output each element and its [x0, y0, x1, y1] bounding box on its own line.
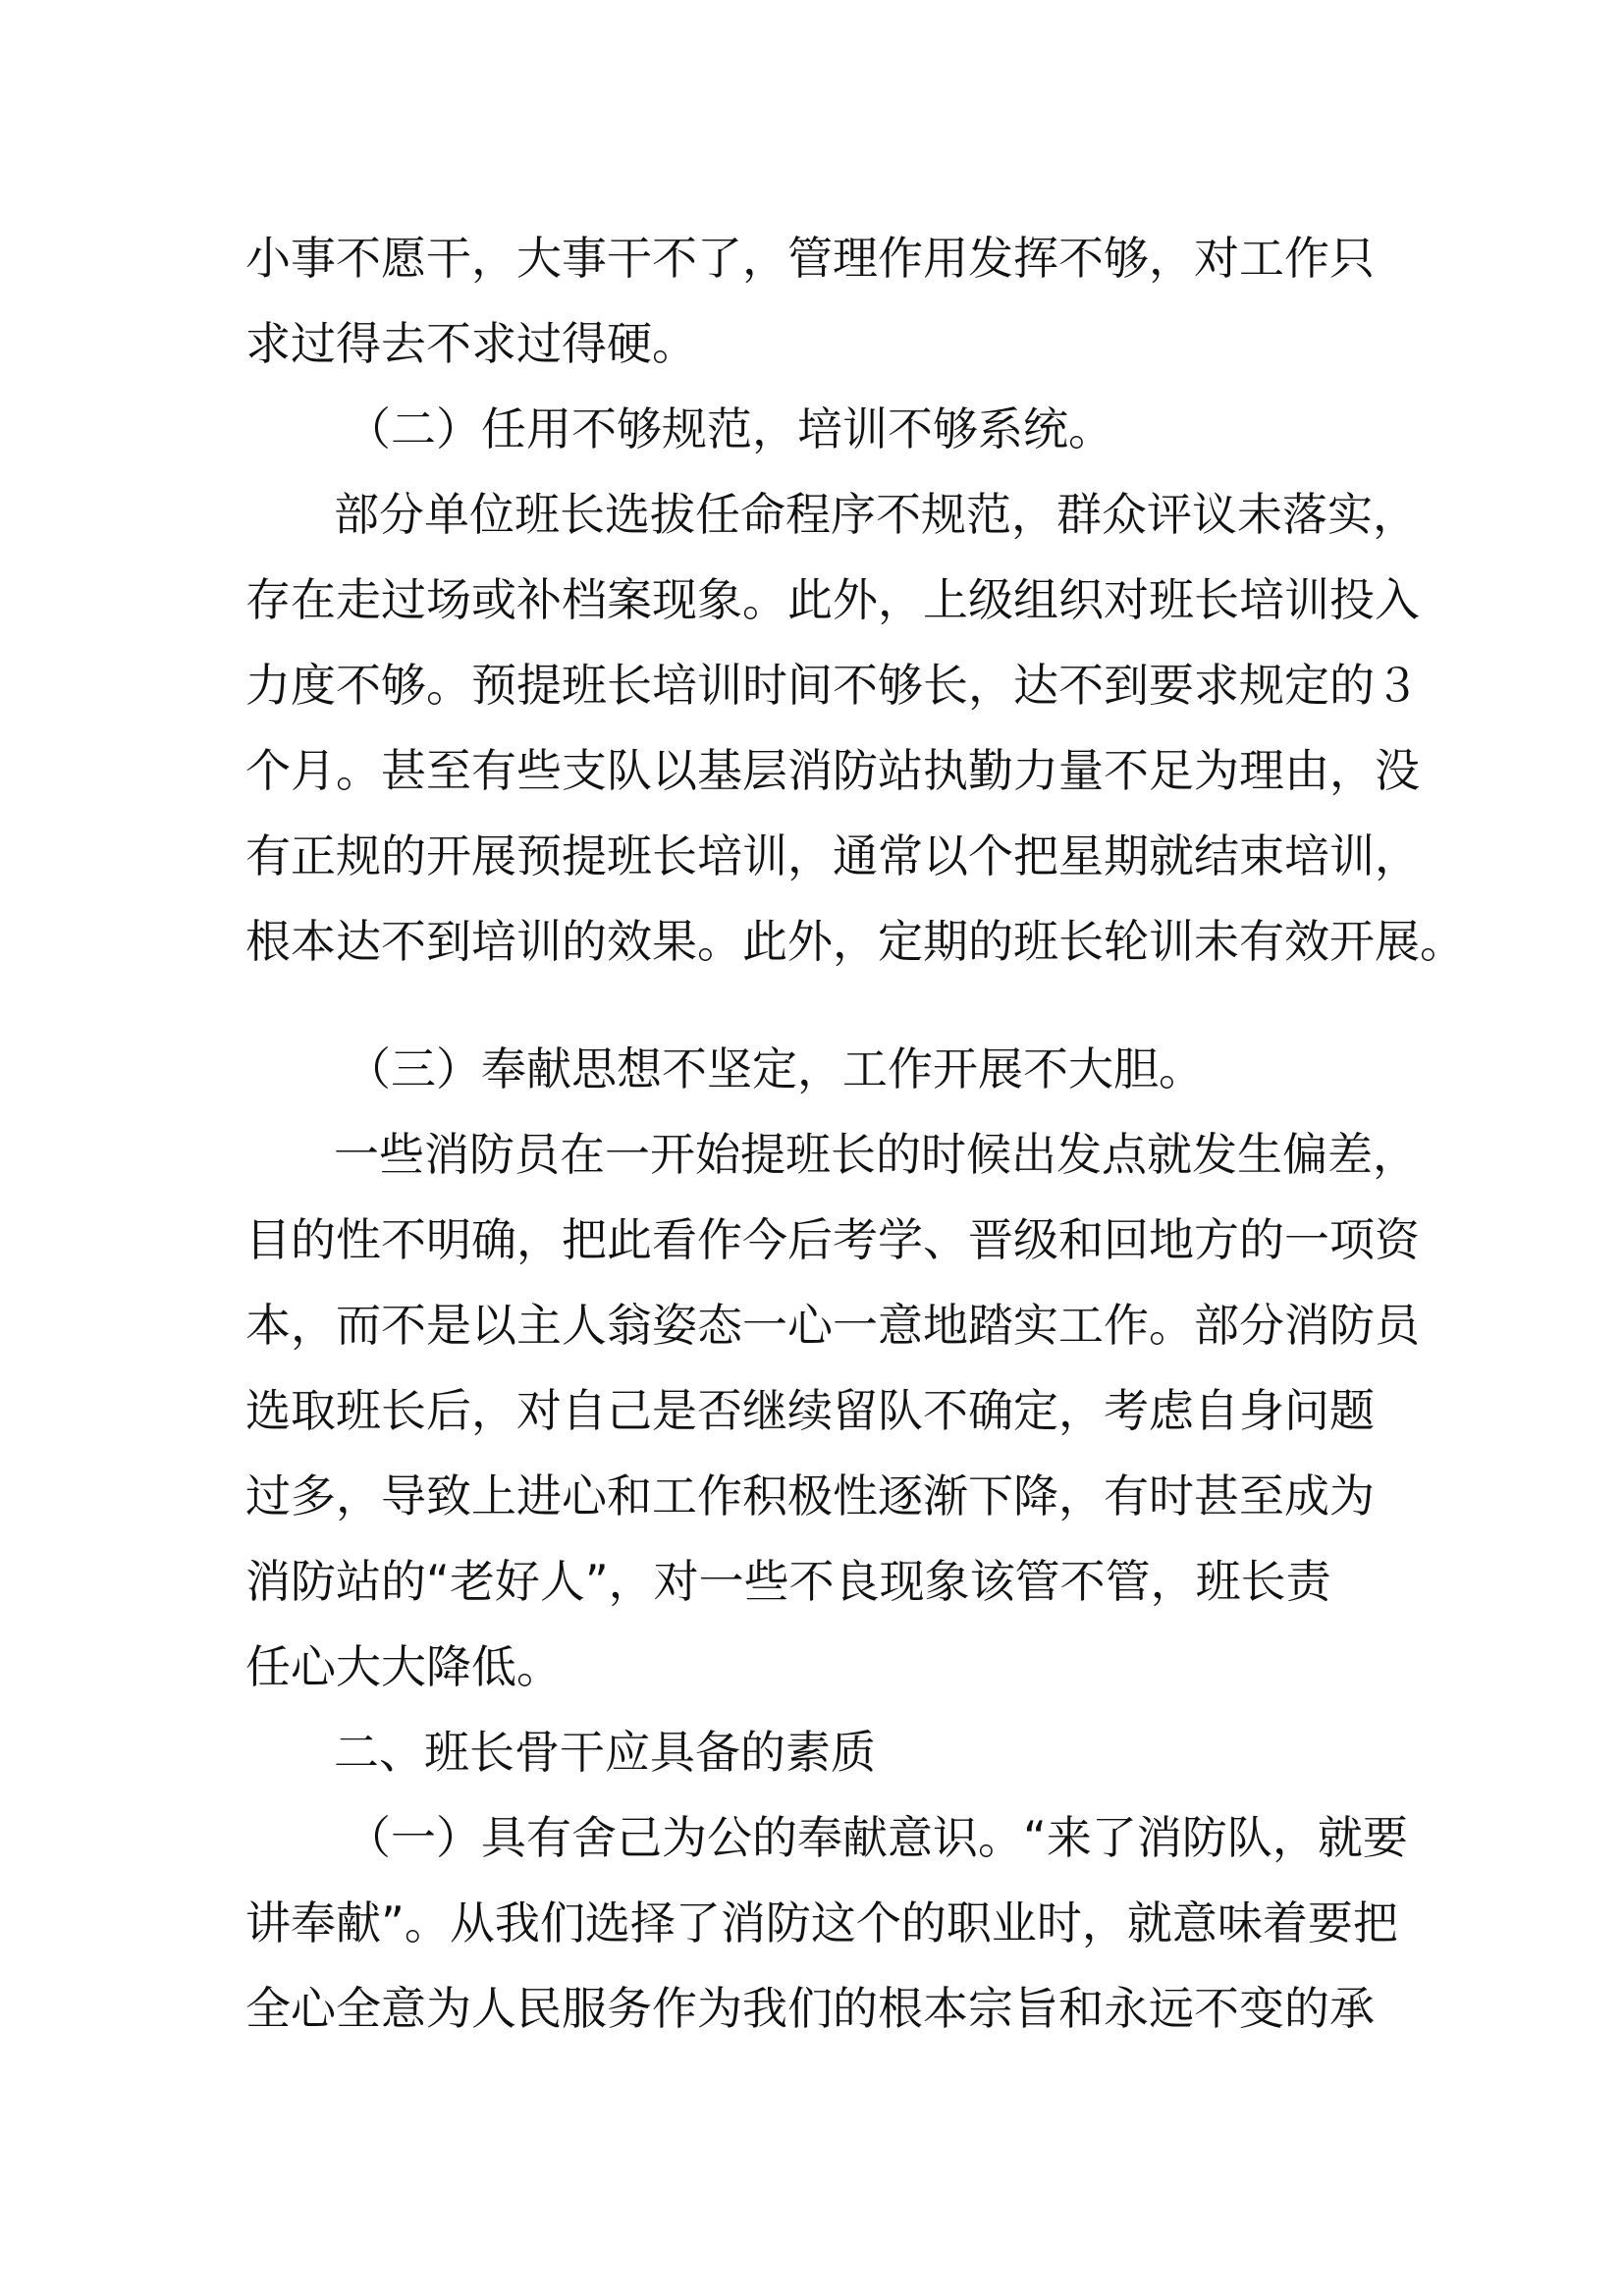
text-line-19: （一）具有舍己为公的奉献意识。“来了消防队，就要 [346, 1811, 1408, 1864]
text-line-4: 部分单位班长选拔任命程序不规范，群众评议未落实， [334, 488, 1418, 541]
section-heading-2: （二）任用不够规范，培训不够系统。 [346, 402, 1113, 455]
text-line-2: 求过得去不求过得硬。 [245, 317, 697, 370]
text-line-6: 力度不够。预提班长培训时间不够长，达不到要求规定的３ [245, 659, 1420, 712]
text-line-15: 过多，导致上进心和工作积极性逐渐下降，有时甚至成为 [245, 1469, 1375, 1522]
section-heading-3: （三）奉献思想不坚定，工作开展不大胆。 [346, 1042, 1204, 1095]
text-line-13: 本，而不是以主人翁姿态一心一意地踏实工作。部分消防员 [245, 1299, 1420, 1352]
text-line-16: 消防站的“老好人”，对一些不良现象该管不管，班长责 [245, 1555, 1331, 1608]
text-line-14: 选取班长后，对自己是否继续留队不确定，考虑自身问题 [245, 1384, 1375, 1437]
text-line-20: 讲奉献”。从我们选择了消防这个的职业时，就意味着要把 [245, 1896, 1398, 1949]
text-line-5: 存在走过场或补档案现象。此外，上级组织对班长培训投入 [245, 573, 1420, 626]
text-line-9: 根本达不到培训的效果。此外，定期的班长轮训未有效开展。 [245, 915, 1465, 968]
text-line-11: 一些消防员在一开始提班长的时候出发点就发生偏差， [334, 1128, 1418, 1181]
text-line-21: 全心全意为人民服务作为我们的根本宗旨和永远不变的承 [245, 1982, 1375, 2035]
chapter-heading-2: 二、班长骨干应具备的素质 [334, 1726, 876, 1779]
text-line-17: 任心大大降低。 [245, 1640, 562, 1693]
text-line-7: 个月。甚至有些支队以基层消防站执勤力量不足为理由，没 [245, 744, 1420, 797]
text-line-1: 小事不愿干，大事干不了，管理作用发挥不够，对工作只 [245, 232, 1375, 285]
text-line-12: 目的性不明确，把此看作今后考学、晋级和回地方的一项资 [245, 1213, 1420, 1266]
text-line-8: 有正规的开展预提班长培训，通常以个把星期就结束培训， [245, 829, 1420, 882]
